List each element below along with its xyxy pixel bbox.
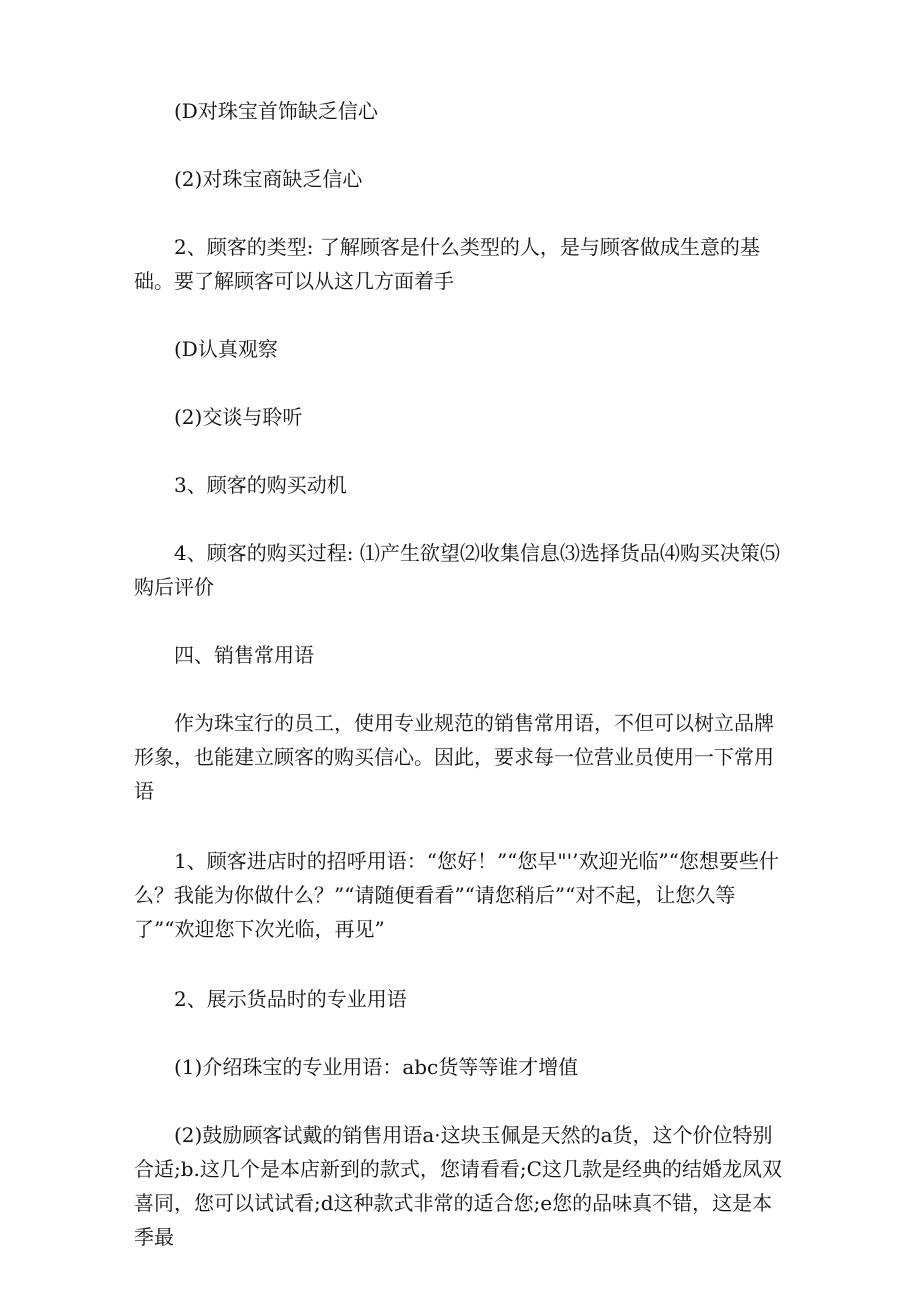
section-heading-sales-phrases: 四、销售常用语 (174, 643, 314, 667)
paragraph-greeting-phrases: 1、顾客进店时的招呼用语：“您好！”“您早"'’欢迎光临”“您想要些什么？我能为你做什么？”“请随便看看”“请您稍后”“对不起，让您久等了”“欢迎您下次光临，再见” (134, 849, 779, 941)
document-body (134, 94, 786, 1254)
paragraph-jewelry-terms: (1)介绍珠宝的专业用语：abc货等等谁才增值 (174, 1055, 579, 1079)
paragraph-sales-phrases-intro: 作为珠宝行的员工，使用专业规范的销售常用语，不但可以树立品牌形象，也能建立顾客的购买信心。因此，要求每一位营业员使用一下常用语 (134, 711, 774, 803)
paragraph-lack-confidence-jewelry: (D对珠宝首饰缺乏信心 (174, 99, 378, 123)
paragraph-try-on-phrases: (2)鼓励顾客试戴的销售用语a·这块玉佩是天然的a货，这个价位特别合适;b.这几个是本店新到的款式，您请看看;C这几款是经典的结婚龙凤双喜同，您可以试试看;d这种款式非常的适合您;e您的品味真不错，这是本季最 (134, 1123, 782, 1249)
paragraph-purchase-motivation: 3、顾客的购买动机 (174, 473, 347, 497)
paragraph-talk-and-listen: (2)交谈与聆听 (174, 405, 303, 429)
paragraph-display-phrases-heading: 2、展示货品时的专业用语 (174, 987, 407, 1011)
paragraph-lack-confidence-jeweler: (2)对珠宝商缺乏信心 (174, 167, 363, 191)
paragraph-observe-carefully: (D认真观察 (174, 337, 278, 361)
paragraph-customer-types: 2、顾客的类型: 了解顾客是什么类型的人，是与顾客做成生意的基础。要了解顾客可以从这几方面着手 (134, 235, 760, 293)
paragraph-purchase-process: 4、顾客的购买过程: ⑴产生欲望⑵收集信息⑶选择货品⑷购买决策⑸购后评价 (134, 541, 780, 599)
